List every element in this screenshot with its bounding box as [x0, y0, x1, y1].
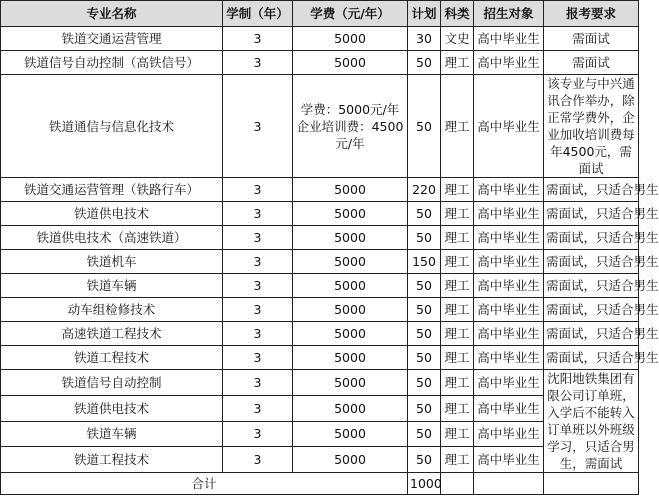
cell-plan: 50 [408, 274, 441, 298]
table-row [1, 51, 639, 75]
cell-target: 高中毕业生 [474, 75, 544, 178]
cell-years: 3 [223, 322, 293, 346]
cell-plan: 50 [408, 51, 441, 75]
cell-requirements: 需面试，只适合男生 [544, 274, 639, 298]
table-row [1, 447, 639, 473]
total-empty-requirements [544, 473, 639, 495]
cell-fee: 5000 [293, 27, 408, 51]
cell-target: 高中毕业生 [474, 274, 544, 298]
cell-major: 高速铁道工程技术 [1, 322, 223, 346]
header-major: 专业名称 [1, 1, 223, 27]
cell-fee: 5000 [293, 346, 408, 370]
cell-requirements: 需面试 [544, 51, 639, 75]
cell-major: 铁道信号自动控制（高铁信号） [1, 51, 223, 75]
cell-plan: 150 [408, 250, 441, 274]
cell-major: 铁道供电技术 [1, 202, 223, 226]
cell-requirements: 需面试，只适合男生 [544, 322, 639, 346]
cell-category: 理工 [441, 75, 474, 178]
header-category: 科类 [441, 1, 474, 27]
cell-major: 动车组检修技术 [1, 298, 223, 322]
cell-years: 3 [223, 274, 293, 298]
cell-requirements: 需面试，只适合男生 [544, 178, 639, 202]
header-fee: 学费（元/年） [293, 1, 408, 27]
cell-years: 3 [223, 226, 293, 250]
cell-fee: 5000 [293, 202, 408, 226]
cell-years: 3 [223, 202, 293, 226]
cell-major: 铁道交通运营管理（铁路行车） [1, 178, 223, 202]
header-row [1, 1, 639, 27]
table-row [1, 322, 639, 346]
table-row [1, 75, 639, 178]
cell-plan: 50 [408, 202, 441, 226]
cell-category: 理工 [441, 51, 474, 75]
cell-years: 3 [223, 370, 293, 396]
cell-years: 3 [223, 27, 293, 51]
cell-plan: 50 [408, 395, 441, 421]
cell-category: 理工 [441, 370, 474, 396]
cell-plan: 50 [408, 447, 441, 473]
cell-requirements: 该专业与中兴通讯合作举办，除正常学费外，企业加收培训费每年4500元，需面试 [544, 75, 639, 178]
header-plan: 计划 [408, 1, 441, 27]
table-row [1, 298, 639, 322]
table-row [1, 370, 639, 396]
total-empty-target [474, 473, 544, 495]
cell-major: 铁道机车 [1, 250, 223, 274]
cell-major: 铁道车辆 [1, 274, 223, 298]
cell-target: 高中毕业生 [474, 202, 544, 226]
cell-target: 高中毕业生 [474, 421, 544, 447]
cell-fee: 5000 [293, 274, 408, 298]
cell-years: 3 [223, 447, 293, 473]
cell-major: 铁道车辆 [1, 421, 223, 447]
cell-category: 文史 [441, 27, 474, 51]
cell-requirements: 需面试，只适合男生 [544, 202, 639, 226]
cell-years: 3 [223, 75, 293, 178]
cell-target: 高中毕业生 [474, 51, 544, 75]
cell-plan: 50 [408, 346, 441, 370]
cell-target: 高中毕业生 [474, 395, 544, 421]
cell-years: 3 [223, 51, 293, 75]
table-row [1, 27, 639, 51]
table-row [1, 226, 639, 250]
cell-plan: 50 [408, 370, 441, 396]
cell-major: 铁道工程技术 [1, 447, 223, 473]
cell-requirements: 需面试，只适合男生 [544, 250, 639, 274]
cell-category: 理工 [441, 346, 474, 370]
header-target: 招生对象 [474, 1, 544, 27]
cell-target: 高中毕业生 [474, 322, 544, 346]
cell-years: 3 [223, 178, 293, 202]
cell-target: 高中毕业生 [474, 250, 544, 274]
total-row [1, 473, 639, 495]
cell-target: 高中毕业生 [474, 447, 544, 473]
cell-requirements: 需面试 [544, 27, 639, 51]
cell-plan: 50 [408, 75, 441, 178]
cell-category: 理工 [441, 421, 474, 447]
table-row [1, 346, 639, 370]
cell-category: 理工 [441, 322, 474, 346]
cell-years: 3 [223, 250, 293, 274]
cell-major: 铁道工程技术 [1, 346, 223, 370]
cell-fee: 5000 [293, 447, 408, 473]
cell-category: 理工 [441, 274, 474, 298]
cell-major: 铁道信号自动控制 [1, 370, 223, 396]
cell-category: 理工 [441, 226, 474, 250]
cell-fee: 5000 [293, 298, 408, 322]
total-plan: 1000 [408, 473, 441, 495]
table-row [1, 178, 639, 202]
cell-category: 理工 [441, 395, 474, 421]
cell-target: 高中毕业生 [474, 346, 544, 370]
total-empty-category [441, 473, 474, 495]
cell-major: 铁道交通运营管理 [1, 27, 223, 51]
cell-plan: 50 [408, 226, 441, 250]
cell-category: 理工 [441, 202, 474, 226]
cell-fee: 5000 [293, 322, 408, 346]
cell-target: 高中毕业生 [474, 298, 544, 322]
table-row [1, 274, 639, 298]
cell-fee: 5000 [293, 178, 408, 202]
cell-requirements: 需面试，只适合男生 [544, 226, 639, 250]
header-years: 学制（年） [223, 1, 293, 27]
cell-category: 理工 [441, 298, 474, 322]
cell-plan: 30 [408, 27, 441, 51]
cell-requirements: 需面试，只适合男生 [544, 298, 639, 322]
table-row [1, 395, 639, 421]
cell-major: 铁道供电技术 [1, 395, 223, 421]
cell-fee: 5000 [293, 421, 408, 447]
cell-fee: 5000 [293, 370, 408, 396]
cell-category: 理工 [441, 178, 474, 202]
cell-category: 理工 [441, 447, 474, 473]
cell-years: 3 [223, 346, 293, 370]
cell-requirements: 需面试，只适合男生 [544, 346, 639, 370]
cell-fee: 学费：5000元/年 企业培训费：4500元/年 [293, 75, 408, 178]
cell-fee: 5000 [293, 395, 408, 421]
cell-fee: 5000 [293, 51, 408, 75]
cell-years: 3 [223, 298, 293, 322]
header-requirements: 报考要求 [544, 1, 639, 27]
cell-major: 铁道通信与信息化技术 [1, 75, 223, 178]
table-row [1, 202, 639, 226]
table-row [1, 421, 639, 447]
total-label: 合计 [1, 473, 408, 495]
cell-plan: 220 [408, 178, 441, 202]
cell-requirements-merged: 沈阳地铁集团有限公司订单班，入学后不能转入订单班以外班级学习，只适合男生，需面试 [544, 370, 639, 473]
cell-years: 3 [223, 395, 293, 421]
cell-plan: 50 [408, 322, 441, 346]
cell-plan: 50 [408, 421, 441, 447]
cell-target: 高中毕业生 [474, 178, 544, 202]
cell-years: 3 [223, 421, 293, 447]
cell-major: 铁道供电技术（高速铁道） [1, 226, 223, 250]
cell-fee: 5000 [293, 226, 408, 250]
cell-category: 理工 [441, 250, 474, 274]
cell-target: 高中毕业生 [474, 27, 544, 51]
cell-target: 高中毕业生 [474, 226, 544, 250]
cell-plan: 50 [408, 298, 441, 322]
cell-target: 高中毕业生 [474, 370, 544, 396]
cell-fee: 5000 [293, 250, 408, 274]
table-row [1, 250, 639, 274]
